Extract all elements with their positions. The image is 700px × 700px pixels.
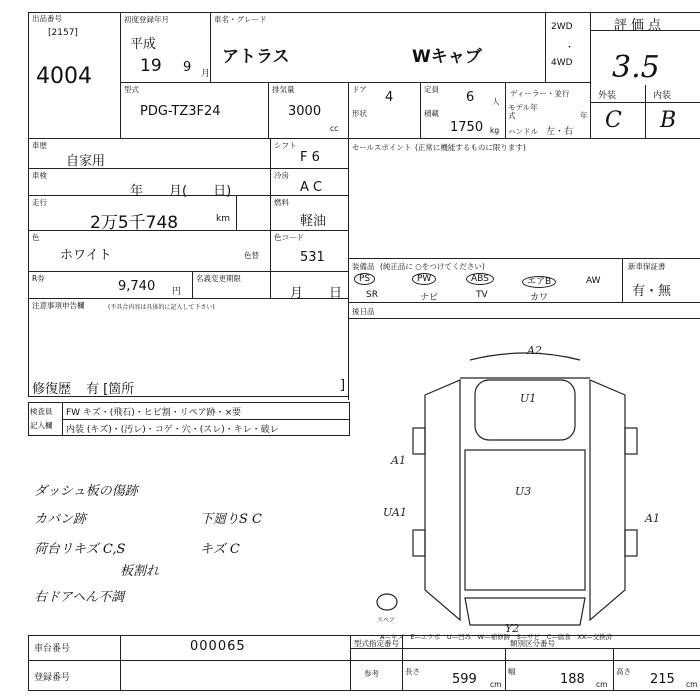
width: 188 bbox=[560, 672, 585, 687]
color-code-label: 色コード bbox=[274, 233, 304, 242]
yen-unit: 円 bbox=[172, 287, 182, 297]
mark-a1-left: A1 bbox=[391, 454, 406, 467]
mark-a2: A2 bbox=[527, 344, 542, 357]
car-damage-diagram bbox=[365, 340, 700, 635]
inspector-label-2: 記入欄 bbox=[30, 421, 53, 430]
registration-month: 9 bbox=[183, 60, 192, 75]
length-label: 長さ bbox=[405, 667, 420, 676]
shift: F 6 bbox=[300, 150, 320, 165]
damage-legend: A—キズ E—エクボ U—凹み W—補修跡 S—サビ C—腐食 XX—交換済 bbox=[380, 633, 613, 641]
diagram-cargo-bed bbox=[465, 450, 585, 590]
kg-unit: kg bbox=[490, 126, 500, 135]
equip-airbag: エアB bbox=[522, 274, 556, 287]
color-code: 531 bbox=[300, 250, 325, 265]
notes-label: 注意事項申告欄 bbox=[32, 301, 85, 310]
dealer-label: ディーラー・並行 bbox=[510, 89, 570, 98]
spare-tire-icon bbox=[377, 594, 397, 610]
note-right-1: 下廻りS C bbox=[200, 512, 262, 527]
year-unit: 年 bbox=[580, 111, 588, 120]
wheel-front-right-icon bbox=[625, 428, 637, 454]
model-code: PDG-TZ3F24 bbox=[140, 104, 221, 119]
registration-year: 19 bbox=[140, 56, 162, 76]
diagram-left-side bbox=[425, 380, 460, 620]
fuel: 軽油 bbox=[300, 214, 327, 229]
equip-tv: TV bbox=[476, 290, 488, 300]
chassis-number: 000065 bbox=[190, 639, 246, 654]
model-label: 型式 bbox=[124, 85, 139, 94]
notes-sub: (不具合内容は具体的に記入して下さい) bbox=[108, 304, 215, 311]
chassis-number-label: 車台番号 bbox=[34, 644, 71, 654]
rear-items-label: 後日品 bbox=[352, 307, 375, 316]
diagram-right-side bbox=[590, 380, 625, 620]
note-line-4: 板割れ bbox=[120, 564, 160, 579]
equip-pw: PW bbox=[412, 274, 436, 284]
exterior-label: 外装 bbox=[598, 91, 617, 101]
first-registration-label: 初度登録年月 bbox=[124, 15, 169, 24]
car-name-label: 車名・グレード bbox=[214, 15, 267, 24]
note-line-3: 荷台リキズ C,S bbox=[34, 542, 126, 557]
shape-label: 形状 bbox=[352, 109, 367, 118]
wheel-rear-left-icon bbox=[413, 530, 425, 556]
mark-u1: U1 bbox=[520, 392, 537, 405]
color-change-label: 色替 bbox=[244, 251, 259, 260]
cc-unit: cc bbox=[330, 124, 339, 133]
width-unit: cm bbox=[596, 680, 608, 689]
equipment-label: 装備品 bbox=[352, 262, 375, 271]
score-label: 評価点 bbox=[614, 18, 666, 33]
wheel-front-left-icon bbox=[413, 428, 425, 454]
note-line-1: ダッシュ板の傷跡 bbox=[34, 484, 138, 499]
shape-spec-label: 型式指定番号 bbox=[354, 639, 399, 648]
lot-label: 出品番号 bbox=[32, 14, 62, 23]
equip-aw: AW bbox=[586, 276, 601, 286]
capacity-label: 定員 bbox=[424, 85, 439, 94]
equip-leather: カワ bbox=[530, 293, 549, 303]
diagram-front-bumper bbox=[470, 353, 580, 360]
equip-ps: PS bbox=[354, 274, 375, 284]
capacity: 6 bbox=[466, 90, 475, 105]
load-capacity: 1750 bbox=[450, 120, 484, 135]
doors-label: ドア bbox=[352, 85, 367, 94]
interior-label: 内装 bbox=[653, 91, 672, 101]
registration-number-label: 登録番号 bbox=[34, 673, 71, 683]
mark-a1-right: A1 bbox=[645, 512, 660, 525]
air-conditioning: A C bbox=[300, 180, 323, 195]
person-unit: 人 bbox=[492, 97, 500, 106]
height: 215 bbox=[650, 672, 675, 687]
wheel-rear-right-icon bbox=[625, 530, 637, 556]
ref-label-1: 参考 bbox=[364, 669, 379, 678]
height-label: 高さ bbox=[616, 667, 631, 676]
diagram-rear bbox=[465, 598, 585, 625]
inspector-row-fw: FW キズ・(飛石)・ヒビ割・リペア跡・×要 bbox=[66, 408, 242, 418]
repair-value: 有 [箇所 bbox=[86, 382, 135, 397]
lot-number: 4004 bbox=[36, 64, 92, 89]
category-label: 類別区分番号 bbox=[510, 639, 555, 648]
usage-label: 車歴 bbox=[32, 141, 47, 150]
load-label: 積載 bbox=[424, 109, 439, 118]
registration-deadline-label: 名義変更期限 bbox=[196, 274, 241, 283]
handle-label: ハンドル bbox=[508, 127, 538, 136]
mileage-label: 走行 bbox=[32, 198, 47, 207]
note-line-5: 右ドアヘん不調 bbox=[34, 590, 125, 605]
diagram-cab-roof bbox=[475, 380, 575, 440]
warranty-label: 新車保証書 bbox=[628, 262, 666, 271]
recycle-fee: 9,740 bbox=[118, 279, 156, 294]
warranty: 有・無 bbox=[632, 284, 672, 299]
interior-grade: B bbox=[660, 108, 677, 133]
mark-y2: Y2 bbox=[505, 622, 520, 635]
color-label: 色 bbox=[32, 233, 40, 242]
score: 3.5 bbox=[612, 50, 660, 85]
equip-abs: ABS bbox=[466, 274, 494, 284]
ac-label: 冷房 bbox=[274, 171, 289, 180]
drive-4wd: 4WD bbox=[551, 58, 573, 68]
drive-2wd: 2WD bbox=[551, 22, 573, 32]
inspection-label: 車検 bbox=[32, 171, 47, 180]
equipment-sub: (純正品に ○をつけてください) bbox=[380, 262, 485, 271]
shift-label: シフト bbox=[274, 141, 297, 150]
fuel-label: 燃料 bbox=[274, 198, 289, 207]
car-name: アトラス bbox=[222, 47, 290, 67]
mark-ua1: UA1 bbox=[383, 506, 407, 519]
color: ホワイト bbox=[60, 248, 112, 263]
sales-point-label: セールスポイント bbox=[352, 143, 412, 152]
usage: 自家用 bbox=[66, 154, 106, 169]
mileage: 2万5千748 bbox=[90, 213, 179, 233]
km-unit: km bbox=[216, 214, 230, 224]
note-right-2: キズ C bbox=[200, 542, 240, 557]
height-unit: cm bbox=[686, 680, 698, 689]
car-grade: Wキャブ bbox=[412, 47, 482, 67]
recycle-label: R券 bbox=[32, 274, 45, 283]
note-line-2: カバン跡 bbox=[34, 512, 87, 527]
registration-deadline: 月 日 bbox=[290, 286, 343, 301]
handle: 左・右 bbox=[546, 127, 574, 137]
month-unit: 月 bbox=[201, 69, 211, 79]
inspector-label: 検査員 bbox=[30, 407, 53, 416]
displacement: 3000 bbox=[288, 104, 322, 119]
displacement-label: 排気量 bbox=[272, 85, 295, 94]
inspection-date: 年 月( 日) bbox=[130, 184, 232, 199]
repair-label: 修復歴 bbox=[32, 382, 72, 397]
model-year-label: モデル年式 bbox=[508, 103, 538, 120]
era: 平成 bbox=[130, 37, 157, 52]
equip-sr: SR bbox=[366, 290, 378, 300]
repair-close: ] bbox=[340, 378, 346, 393]
equip-navi: ナビ bbox=[420, 293, 439, 303]
width-label: 幅 bbox=[508, 667, 516, 676]
inspector-row-interior: 内装 (キズ)・(汚レ)・コゲ・穴・(スレ)・キレ・破レ bbox=[66, 425, 279, 435]
doors: 4 bbox=[385, 90, 394, 105]
lot-sub-number: [2157] bbox=[48, 28, 78, 38]
drive-separator: ・ bbox=[565, 43, 575, 53]
sales-point-sub: (正常に機能するものに限ります) bbox=[415, 143, 526, 152]
spare-label: スペア bbox=[377, 617, 396, 624]
length: 599 bbox=[452, 672, 477, 687]
exterior-grade: C bbox=[605, 108, 622, 133]
length-unit: cm bbox=[490, 680, 502, 689]
mark-u3: U3 bbox=[515, 485, 532, 498]
